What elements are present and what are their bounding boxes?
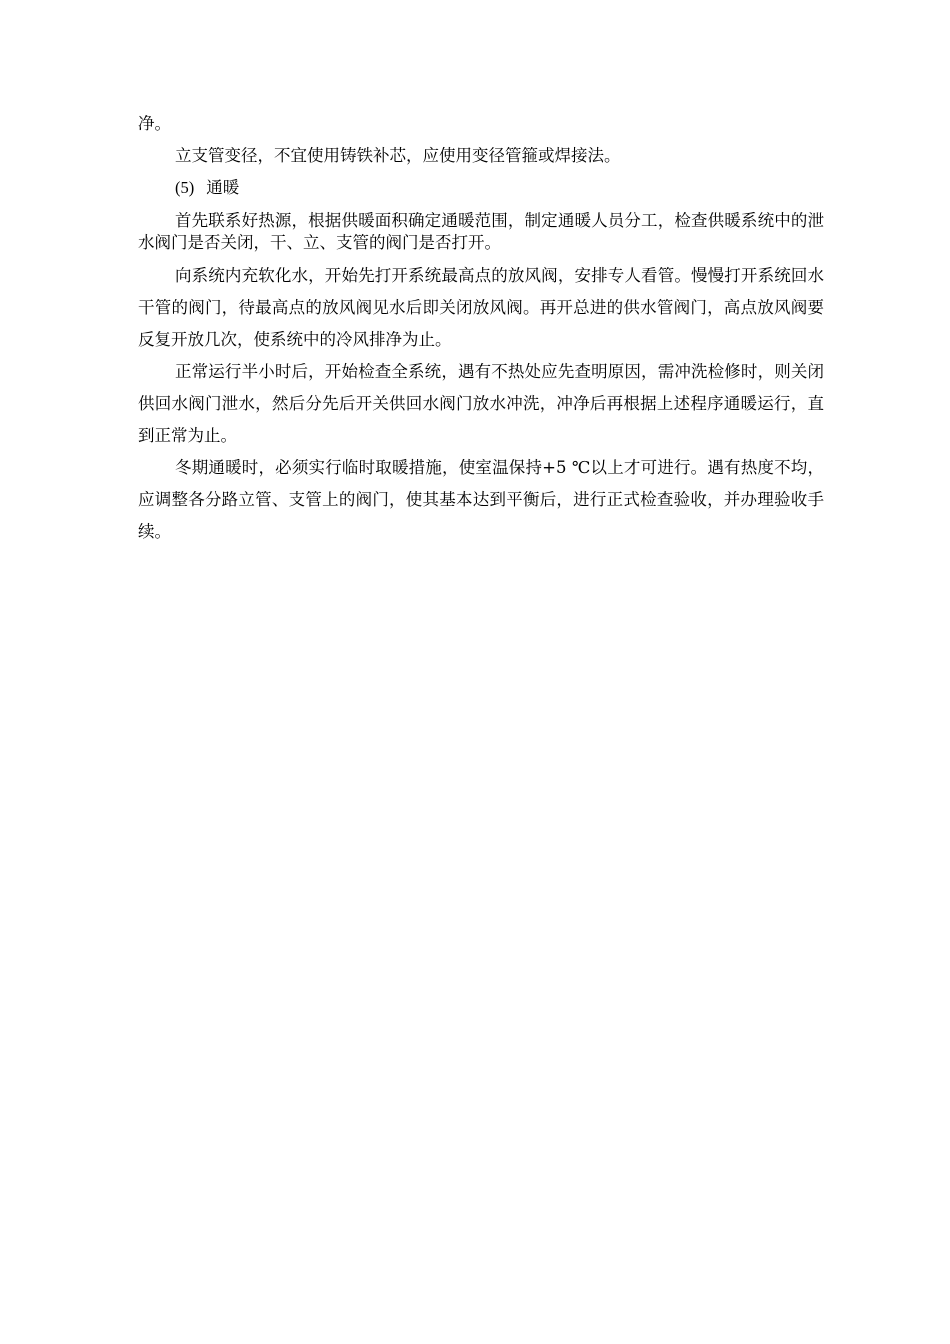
document-body (138, 108, 824, 548)
paragraph-heat-source: 首先联系好热源，根据供暖面积确定通暖范围，制定通暖人员分工，检查供暖系统中的泄水阀门是否关闭，干、立、支管的阀门是否打开。 (138, 211, 824, 252)
paragraph-pipe-reducing: 立支管变径，不宜使用铸铁补芯，应使用变径管箍或焊接法。 (175, 146, 621, 165)
section-number: (5) (175, 178, 195, 197)
section-heading (138, 172, 824, 204)
paragraph-continuation: 净。 (138, 114, 171, 133)
paragraph-winter-heating: 冬期通暖时，必须实行临时取暖措施，使室温保持+5 ℃以上才可进行。遇有热度不均，应调整各分路立管、支管上的阀门，使其基本达到平衡后，进行正式检查验收，并办理验收手续。 (138, 458, 824, 541)
section-title: 通暖 (206, 178, 240, 197)
paragraph-fill-water: 向系统内充软化水，开始先打开系统最高点的放风阀，安排专人看管。慢慢打开系统回水干管的阀门，待最高点的放风阀见水后即关闭放风阀。再开总进的供水管阀门，高点放风阀要反复开放几次，使系统中的冷风排净为止。 (138, 266, 824, 349)
paragraph-inspection: 正常运行半小时后，开始检查全系统，遇有不热处应先查明原因，需冲洗检修时，则关闭供回水阀门泄水，然后分先后开关供回水阀门放水冲洗，冲净后再根据上述程序通暖运行，直到正常为止。 (138, 362, 824, 445)
